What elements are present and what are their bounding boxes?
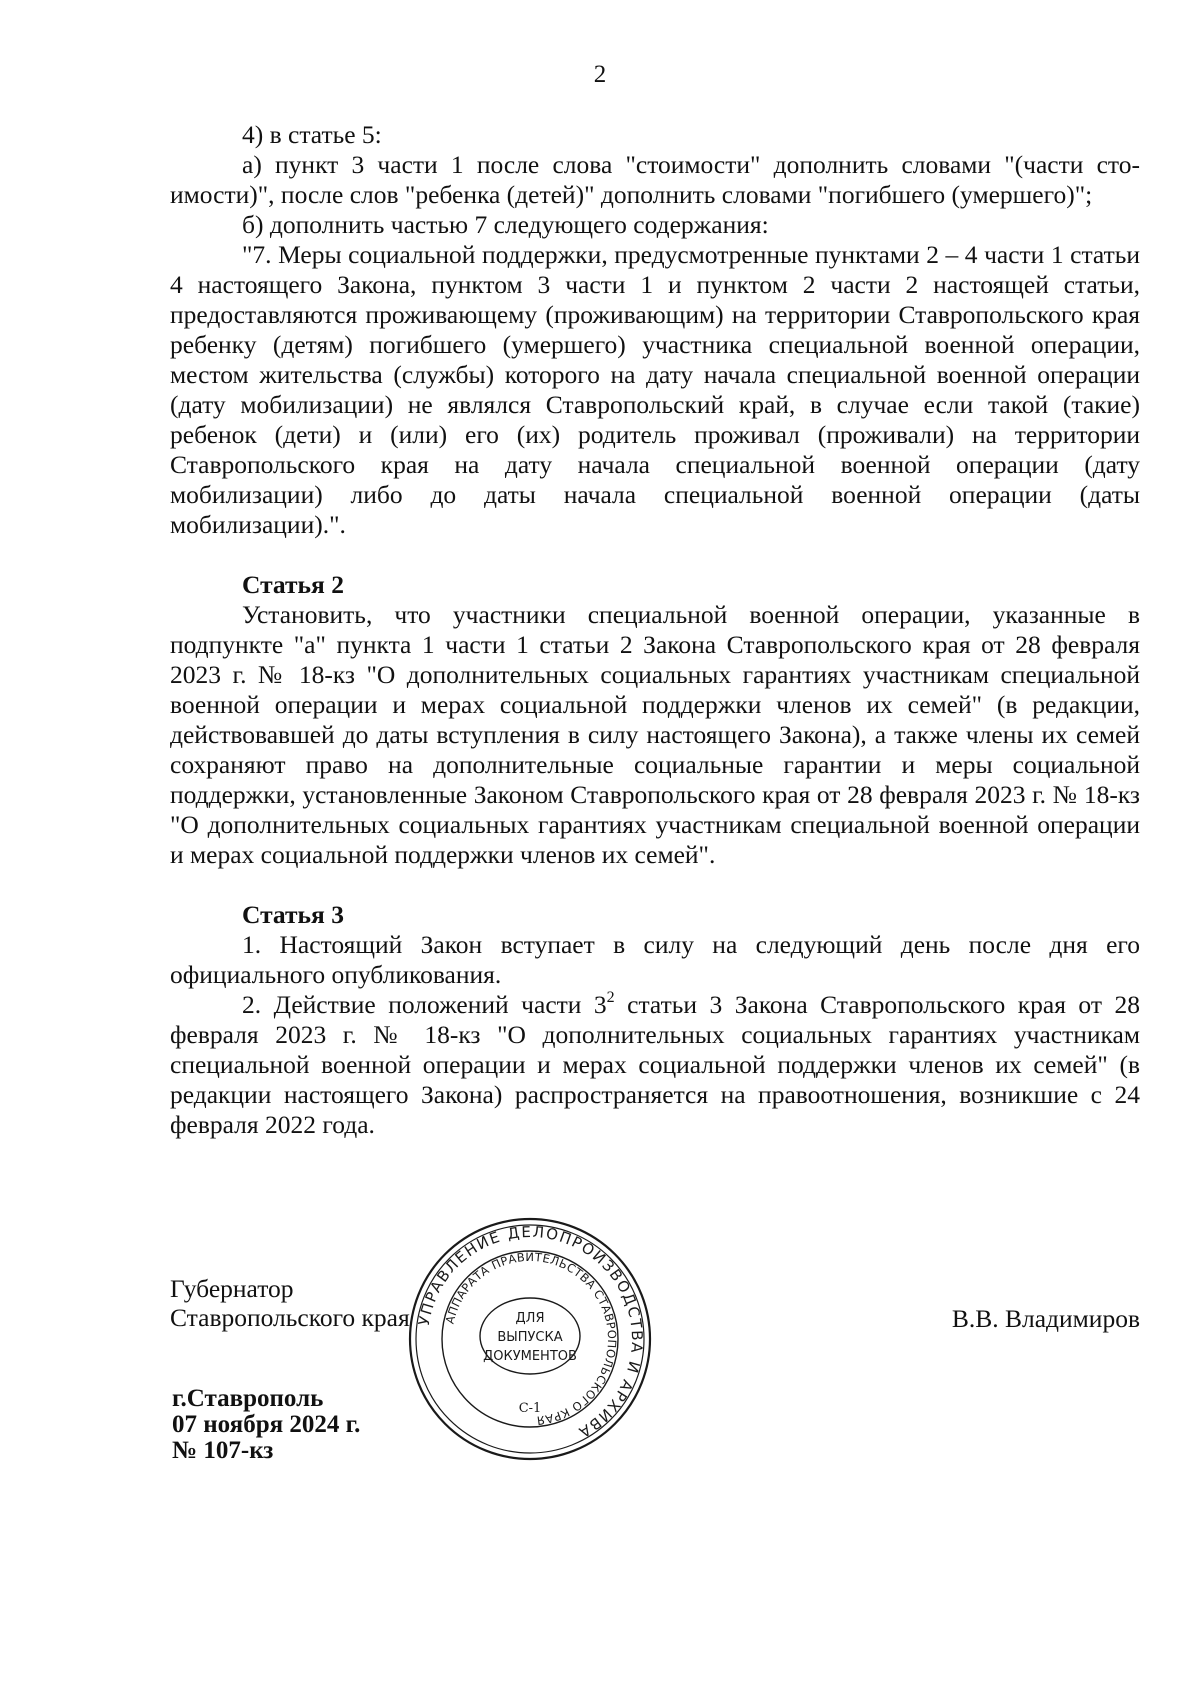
article-3-heading: Статья 3 bbox=[242, 900, 344, 929]
official-seal-stamp bbox=[405, 1214, 655, 1464]
paragraph: "7. Меры социальной поддержки, предусмотренные пунктами 2 – 4 части 1 статьи 4 настоящего Закона, пунктом 3 части 1 и пунктом 2 части 2 настоящей статьи, предоставляются проживающему (проживающим) на территории Ставропольского края ребенку (детям) погибшего (умершего) участника специальной военной операции, местом жительства (службы) которого на дату начала специальной военной операции (дату мобилизации) не являлся Ставропольский край, в случае если такой (такие) ребенок (дети) и (или) его (их) родитель проживал (проживали) на территории Ставропольского края на дату начала специальной военной операции (дату мобилизации) либо до даты начала специальной военной операции (даты мобилизации).". bbox=[170, 240, 1140, 539]
article-3-item-1: 1. Настоящий Закон вступает в силу на следующий день после дня его официального опубликования. bbox=[170, 930, 1140, 989]
seal-code: С-1 bbox=[518, 1401, 542, 1416]
article-3-item-2 bbox=[170, 990, 1140, 1140]
item-2-start: 2. Действие положений части 3 bbox=[242, 990, 607, 1019]
article-2-heading: Статья 2 bbox=[242, 570, 344, 599]
seal-center-line: ДЛЯ bbox=[515, 1311, 545, 1326]
page-number: 2 bbox=[593, 61, 607, 88]
superscript: 2 bbox=[606, 988, 615, 1006]
seal-inner-text: АППАРАТА ПРАВИТЕЛЬСТВА СТАВРОПОЛЬСКОГО КРАЯ bbox=[442, 1249, 620, 1428]
signatory-title-line: Губернатор bbox=[170, 1274, 294, 1303]
city: г.Ставрополь bbox=[172, 1385, 324, 1412]
date: 07 ноября 2024 г. bbox=[172, 1411, 361, 1438]
place-date-block bbox=[172, 1386, 360, 1464]
signatory-name: В.В. Владимиров bbox=[951, 1304, 1140, 1333]
seal-center bbox=[483, 1311, 577, 1416]
paragraph: 4) в статье 5: bbox=[242, 120, 382, 149]
item-2-rest: статьи 3 Закона Ставропольского края от 28 февраля 2023 г. № 18-кз "О дополнительных социальных гарантиях участникам специальной военной операции и мерах социальной поддержки членов их семей" (в редакции настоящего Закона) распространяется на правоотношения, возникшие с 24 февраля 2022 года. bbox=[170, 990, 1140, 1139]
seal-center-line: ДОКУМЕНТОВ bbox=[483, 1349, 577, 1364]
signatory-title bbox=[170, 1274, 410, 1332]
paragraph: а) пункт 3 части 1 после слова "стоимости" дополнить словами "(части стоимости)", после слов "ребенка (детей)" дополнить словами "погибшего (умершего)"; bbox=[170, 150, 1140, 209]
article-2-text: Установить, что участники специальной военной операции, указанные в подпункте "а" пункта 1 части 1 статьи 2 Закона Ставропольского края от 28 февраля 2023 г. № 18-кз "О дополнительных социальных гарантиях участникам специальной военной операции и мерах социальной поддержки членов их семей" (в редакции, действовавшей до даты вступления в силу настоящего Закона), а также члены их семей сохраняют право на дополнительные социальные гарантии и меры социальной поддержки, установленные Законом Ставропольского края от 28 февраля 2023 г. № 18-кз "О дополнительных социальных гарантиях участникам специальной военной операции и мерах социальной поддержки членов их семей". bbox=[170, 600, 1140, 869]
signatory-title-line: Ставропольского края bbox=[170, 1303, 410, 1332]
seal-outer-text: УПРАВЛЕНИЕ ДЕЛОПРОИЗВОДСТВА И АРХИВА bbox=[414, 1222, 647, 1442]
paragraph: б) дополнить частью 7 следующего содержания: bbox=[242, 210, 769, 239]
document-body bbox=[170, 120, 1140, 1140]
law-number: № 107-кз bbox=[172, 1437, 274, 1464]
seal-center-line: ВЫПУСКА bbox=[497, 1330, 563, 1345]
